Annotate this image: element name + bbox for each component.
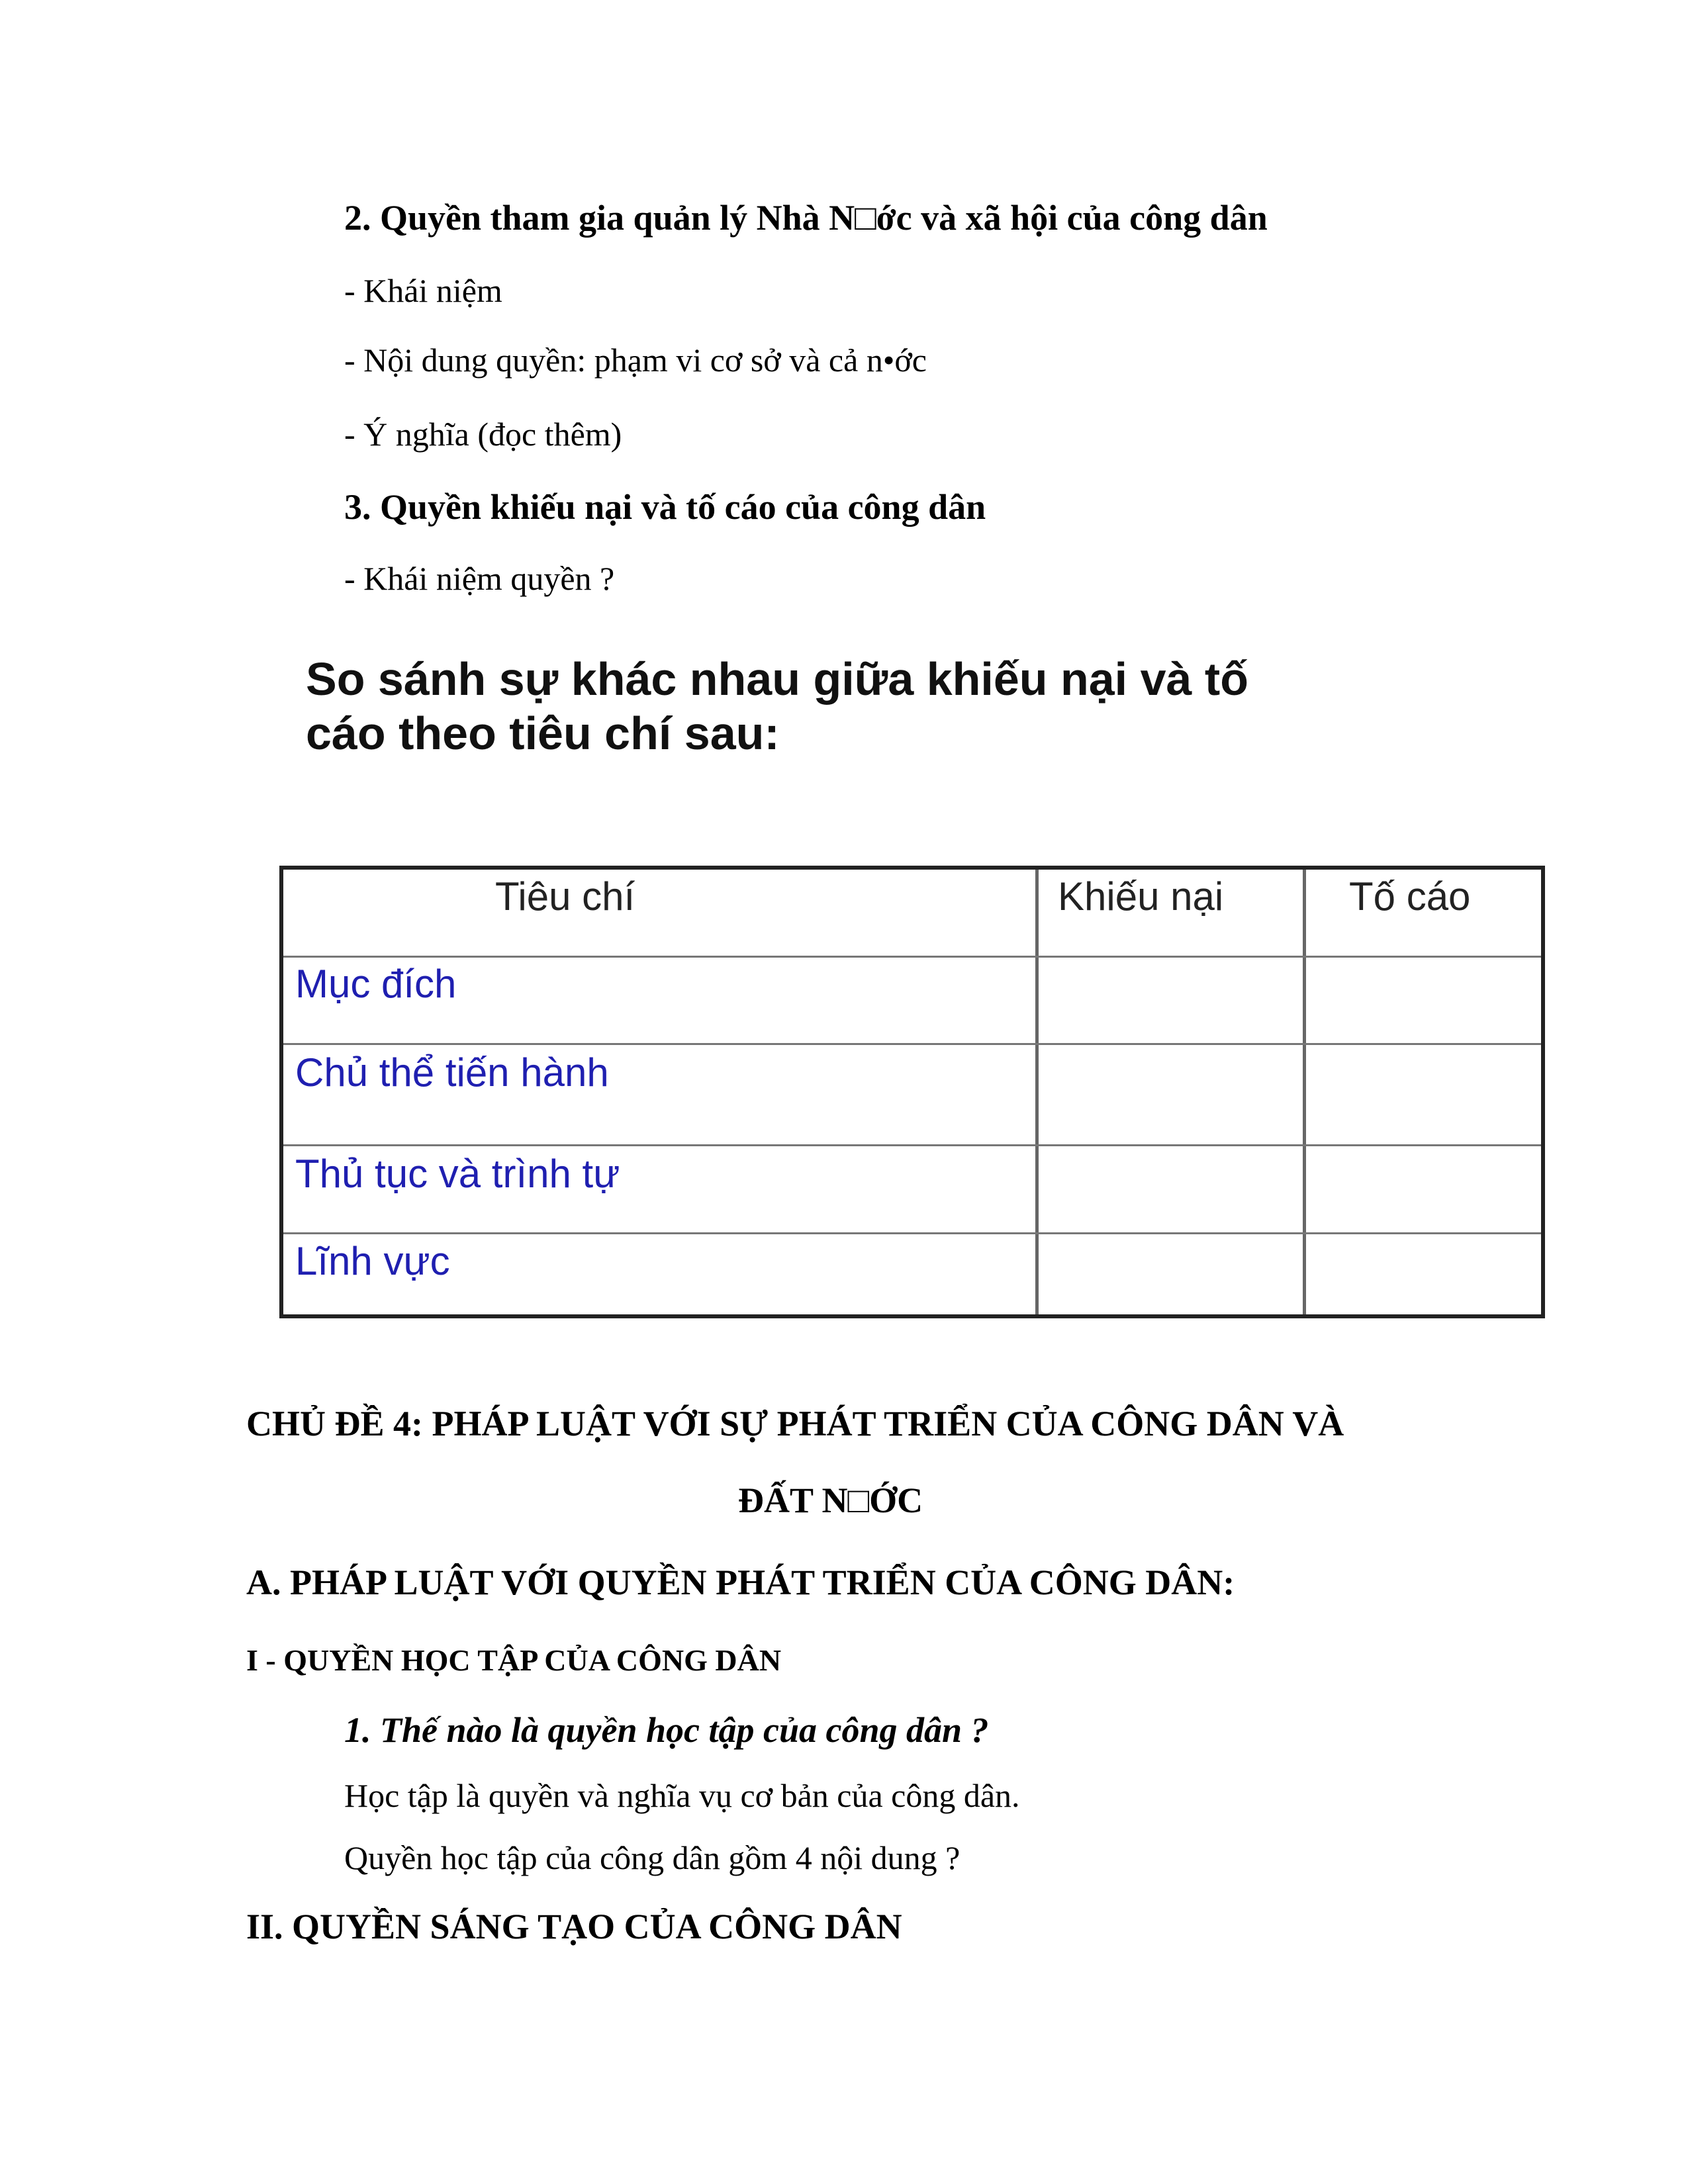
comparison-title-line-2: cáo theo tiêu chí sau: <box>306 707 780 759</box>
column-divider <box>1035 870 1039 1314</box>
column-divider <box>1303 870 1306 1314</box>
row-divider <box>283 1144 1541 1146</box>
header-criteria: Tiêu chí <box>495 874 635 919</box>
comparison-table <box>279 866 1545 1318</box>
comparison-title-line-1: So sánh sự khác nhau giữa khiếu nại và tố <box>306 653 1248 705</box>
criteria-procedure: Thủ tục và trình tự <box>295 1152 620 1196</box>
header-denunciation: Tố cáo <box>1349 874 1471 919</box>
section-i-heading: I - QUYỀN HỌC TẬP CỦA CÔNG DÂN <box>246 1643 782 1677</box>
section-3-item-concept: - Khái niệm quyền ? <box>344 560 615 597</box>
row-divider <box>283 1043 1541 1045</box>
section-2-heading: 2. Quyền tham gia quản lý Nhà N□ớc và xã hội của công dân <box>344 198 1268 238</box>
question-1: 1. Thế nào là quyền học tập của công dân ? <box>344 1710 989 1750</box>
comparison-title <box>306 652 1564 760</box>
header-complaint: Khiếu nại <box>1058 874 1224 919</box>
row-divider <box>283 1232 1541 1234</box>
section-2-item-concept: - Khái niệm <box>344 272 502 309</box>
section-2-item-content: - Nội dung quyền: phạm vi cơ sở và cả n•ớc <box>344 341 927 379</box>
paragraph-2: Quyền học tập của công dân gồm 4 nội dung ? <box>344 1839 961 1876</box>
section-ii-heading: II. QUYỀN SÁNG TẠO CỦA CÔNG DÂN <box>246 1907 902 1946</box>
paragraph-1: Học tập là quyền và nghĩa vụ cơ bản của công dân. <box>344 1777 1020 1814</box>
topic-4-title-line-2: ĐẤT N□ỚC <box>738 1480 923 1520</box>
criteria-field: Lĩnh vực <box>295 1239 450 1283</box>
section-2-item-meaning: - Ý nghĩa (đọc thêm) <box>344 416 622 453</box>
topic-4-title-line-1: CHỦ ĐỀ 4: PHÁP LUẬT VỚI SỰ PHÁT TRIỂN CỦA CÔNG DÂN VÀ <box>246 1404 1344 1443</box>
row-divider <box>283 956 1541 958</box>
criteria-subject: Chủ thể tiến hành <box>295 1050 609 1095</box>
section-3-heading: 3. Quyền khiếu nại và tố cáo của công dân <box>344 487 986 527</box>
criteria-purpose: Mục đích <box>295 962 457 1006</box>
part-a-heading: A. PHÁP LUẬT VỚI QUYỀN PHÁT TRIỂN CỦA CÔNG DÂN: <box>246 1563 1235 1602</box>
